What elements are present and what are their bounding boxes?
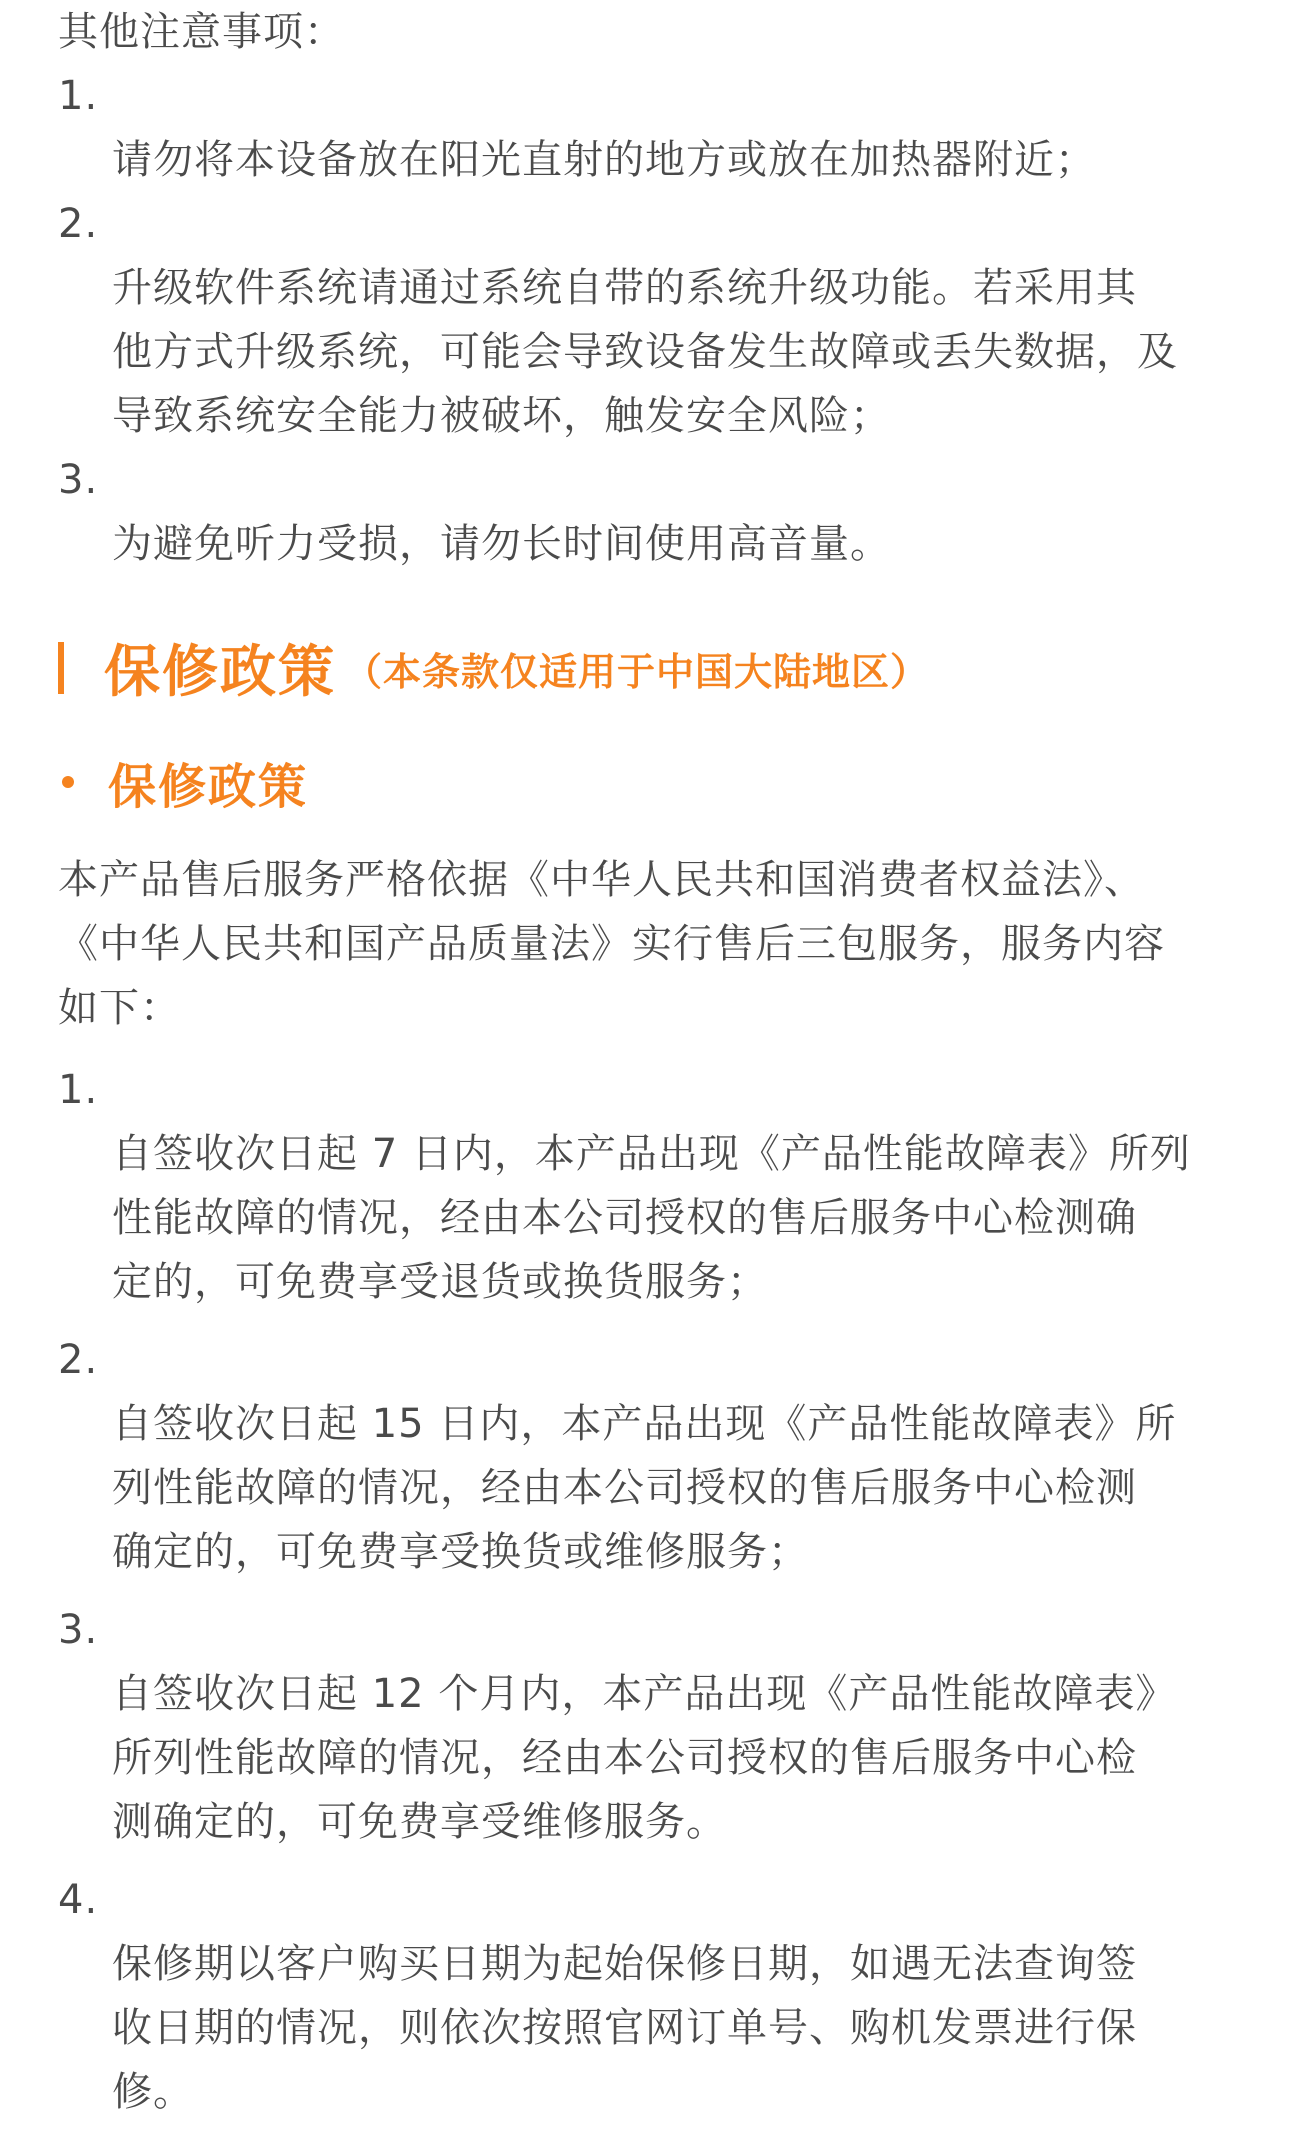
list-item-number: 1.: [58, 1067, 99, 1113]
list-item: [58, 1598, 1258, 1854]
warranty-section-header: [58, 638, 930, 705]
notes-list: [58, 64, 1258, 576]
list-item: [58, 192, 1258, 448]
list-item-number: 2.: [58, 201, 99, 247]
list-item: [58, 1328, 1258, 1584]
list-item-text: 请勿将本设备放在阳光直射的地方或放在加热器附近；: [112, 137, 1096, 183]
bullet-dot-icon: [62, 776, 74, 788]
list-item-text: 自签收次日起 7 日内，本产品出现《产品性能故障表》所列 性能故障的情况，经由本公司授权的售后服务中心检测确 定的，可免费享受退货或换货服务；: [112, 1131, 1191, 1305]
warranty-intro: 本产品售后服务严格依据《中华人民共和国消费者权益法》、 《中华人民共和国产品质量法》实行售后三包服务，服务内容 如下：: [58, 857, 1165, 1031]
warranty-list: [58, 1058, 1258, 2138]
list-item-text: 自签收次日起 12 个月内，本产品出现《产品性能故障表》 所列性能故障的情况，经由本公司授权的售后服务中心检 测确定的，可免费享受维修服务。: [112, 1671, 1177, 1845]
section-title: 保修政策: [104, 640, 336, 705]
list-item-number: 4.: [58, 1877, 99, 1923]
notes-heading: 其他注意事项：: [58, 9, 345, 55]
list-item-number: 3.: [58, 457, 99, 503]
list-item-number: 3.: [58, 1607, 99, 1653]
list-item-number: 2.: [58, 1337, 99, 1383]
list-item: [58, 1868, 1258, 2124]
list-item-text: 自签收次日起 15 日内，本产品出现《产品性能故障表》所 列性能故障的情况，经由本公司授权的售后服务中心检测 确定的，可免费享受换货或维修服务；: [112, 1401, 1177, 1575]
section-note: （本条款仅适用于中国大陆地区）: [344, 649, 930, 694]
list-item-text: 为避免听力受损，请勿长时间使用高音量。: [112, 521, 891, 567]
list-item-text: 保修期以客户购买日期为起始保修日期，如遇无法查询签 收日期的情况，则依次按照官网订单号、购机发票进行保 修。: [112, 1941, 1137, 2115]
list-item-text: 升级软件系统请通过系统自带的系统升级功能。若采用其 他方式升级系统，可能会导致设备发生故障或丢失数据，及 导致系统安全能力被破坏，触发安全风险；: [112, 265, 1178, 439]
list-item: [58, 448, 1258, 576]
warranty-sub-header: [58, 752, 309, 815]
section-accent-bar: [58, 642, 64, 694]
list-item: [58, 1058, 1258, 1314]
list-item-number: 1.: [58, 73, 99, 119]
sub-title: 保修政策: [108, 758, 309, 815]
list-item: [58, 64, 1258, 192]
